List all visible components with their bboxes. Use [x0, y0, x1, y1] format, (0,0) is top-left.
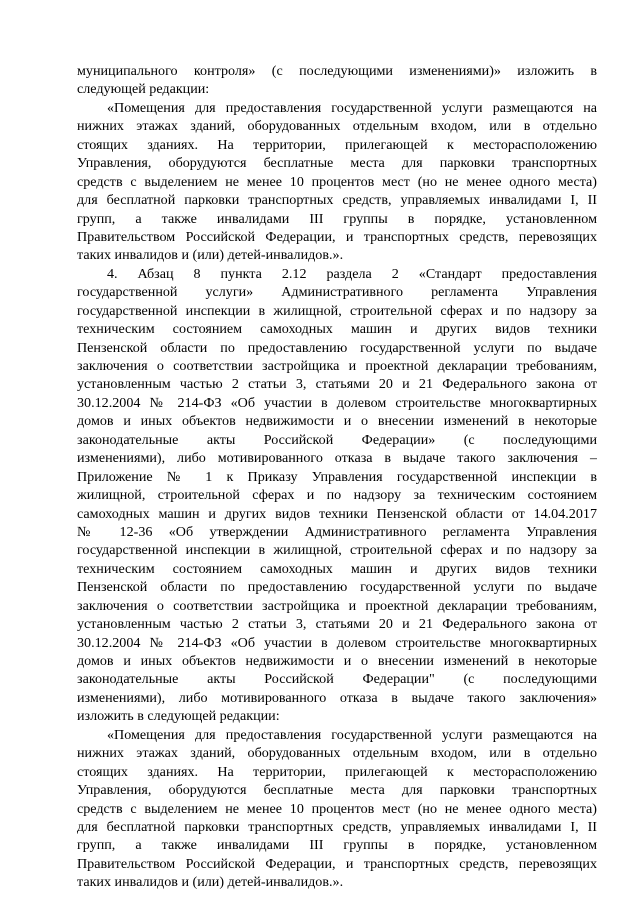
- text-line: домов и иных объектов недвижимости и о внесении изменений в некоторые: [77, 413, 597, 430]
- text-line: «Помещения для предоставления государственной услуги размещаются на: [107, 726, 597, 743]
- text-line: заключения о соответствии застройщика и проектной декларации требованиям,: [77, 597, 597, 614]
- text-line: изложить в следующей редакции:: [77, 708, 280, 725]
- text-line: для бесплатной парковки транспортных средств, управляемых инвалидами I, II: [77, 818, 597, 835]
- text-line: средств с выделением не менее 10 процентов мест (но не менее одного места): [77, 173, 597, 190]
- text-line: Управления, оборудуются бесплатные места для парковки транспортных: [77, 782, 597, 799]
- text-line: средств с выделением не менее 10 процентов мест (но не менее одного места): [77, 800, 597, 817]
- text-line: таких инвалидов и (или) детей-инвалидов.».: [77, 247, 344, 264]
- text-line: техническим состоянием самоходных машин и других видов техники: [77, 321, 597, 338]
- text-line: 30.12.2004 № 214-ФЗ «Об участии в долевом строительстве многоквартирных: [77, 394, 597, 411]
- text-line: № 12-36 «Об утверждении Административного регламента Управления: [77, 523, 597, 540]
- text-line: 30.12.2004 № 214-ФЗ «Об участии в долевом строительстве многоквартирных: [77, 634, 597, 651]
- text-line: Правительством Российской Федерации, и транспортных средств, перевозящих: [77, 855, 597, 872]
- text-line: «Помещения для предоставления государственной услуги размещаются на: [107, 99, 597, 116]
- text-line: для бесплатной парковки транспортных средств, управляемых инвалидами I, II: [77, 192, 597, 209]
- text-line: законодательные акты Российской Федерации» (с последующими: [77, 431, 597, 448]
- text-line: государственной услуги» Административного регламента Управления: [77, 284, 597, 301]
- text-line: стоящих зданиях. На территории, прилегающей к месторасположению: [77, 136, 597, 153]
- text-line: Управления, оборудуются бесплатные места для парковки транспортных: [77, 155, 597, 172]
- text-line: установленным частью 2 статьи 3, статьями 20 и 21 Федерального закона от: [77, 376, 597, 393]
- text-line: Приложение № 1 к Приказу Управления государственной инспекции в: [77, 468, 597, 485]
- text-line: Правительством Российской Федерации, и транспортных средств, перевозящих: [77, 228, 597, 245]
- text-line: государственной инспекции в жилищной, строительной сферах и по надзору за: [77, 542, 597, 559]
- text-line: государственной инспекции в жилищной, строительной сферах и по надзору за: [77, 302, 597, 319]
- text-line: нижних этажах зданий, оборудованных отдельным входом, или в отдельно: [77, 745, 597, 762]
- text-line: установленным частью 2 статьи 3, статьями 20 и 21 Федерального закона от: [77, 616, 597, 633]
- text-line: групп, а также инвалидами III группы в порядке, установленном: [77, 210, 597, 227]
- text-line: законодательные акты Российской Федерации" (с последующими: [77, 671, 597, 688]
- document-body: [77, 62, 597, 892]
- text-line: Пензенской области по предоставлению государственной услуги по выдаче: [77, 579, 597, 596]
- text-line: изменениями), либо мотивированного отказа в выдаче такого заключения»: [77, 689, 597, 706]
- text-line: 4. Абзац 8 пункта 2.12 раздела 2 «Стандарт предоставления: [107, 265, 597, 282]
- text-line: техническим состоянием самоходных машин и других видов техники: [77, 560, 597, 577]
- text-line: следующей редакции:: [77, 81, 210, 98]
- text-line: жилищной, строительной сферах и по надзору за техническим состоянием: [77, 487, 597, 504]
- text-line: домов и иных объектов недвижимости и о внесении изменений в некоторые: [77, 653, 597, 669]
- text-line: муниципального контроля» (с последующими изменениями)» изложить в: [77, 63, 597, 79]
- text-line: изменениями), либо мотивированного отказа в выдаче такого заключения –: [77, 450, 597, 467]
- text-line: таких инвалидов и (или) детей-инвалидов.».: [77, 874, 344, 891]
- text-line: заключения о соответствии застройщика и проектной декларации требованиям,: [77, 358, 597, 374]
- text-line: самоходных машин и других видов техники Пензенской области от 14.04.2017: [77, 505, 597, 522]
- text-line: Пензенской области по предоставлению государственной услуги по выдаче: [77, 339, 597, 356]
- text-line: групп, а также инвалидами III группы в порядке, установленном: [77, 837, 597, 854]
- text-line: стоящих зданиях. На территории, прилегающей к месторасположению: [77, 763, 597, 780]
- text-line: нижних этажах зданий, оборудованных отдельным входом, или в отдельно: [77, 118, 597, 135]
